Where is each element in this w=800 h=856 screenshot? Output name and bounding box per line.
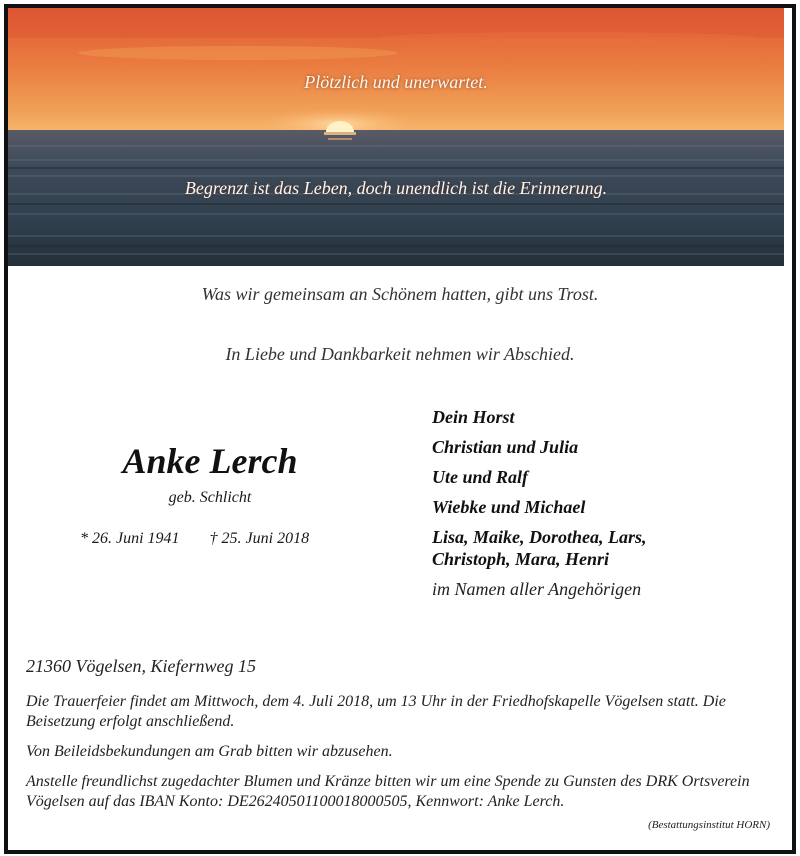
mourner-item: Ute und Ralf [432, 467, 529, 487]
sunset-photo [8, 8, 784, 266]
mourner-item: Wiebke und Michael [432, 497, 586, 517]
undertaker-credit: (Bestattungsinstitut HORN) [648, 819, 770, 831]
deceased-name: Anke Lerch [122, 441, 298, 481]
condolence-note: Von Beileidsbekundungen am Grab bitten wir abzusehen. [26, 743, 393, 760]
header-line-1: Plötzlich und unerwartet. [304, 72, 488, 92]
donation-info: Anstelle freundlichst zugedachter Blumen und Kränze bitten wir um eine Spende zu Gunsten des DRK Ortsverein Vögelsen auf das IBAN Konto: DE26240501100018000505, Kennwort: Anke Lerch. [26, 773, 750, 810]
header-line-2: Begrenzt ist das Leben, doch unendlich ist die Erinnerung. [184, 178, 608, 198]
mourners-signoff: im Namen aller Angehörigen [432, 579, 642, 599]
mourner-item: Christian und Julia [432, 437, 579, 457]
address: 21360 Vögelsen, Kiefernweg 15 [26, 656, 256, 676]
sunset-image [8, 8, 784, 266]
verse-line-1: Was wir gemeinsam an Schönem hatten, gibt uns Trost. [201, 284, 599, 304]
birth-date: * 26. Juni 1941 [80, 530, 180, 547]
death-date: † 25. Juni 2018 [209, 530, 310, 547]
funeral-info: Die Trauerfeier findet am Mittwoch, dem 4. Juli 2018, um 13 Uhr in der Friedhofskapelle Vögelsen statt. Die Beisetzung erfolgt anschließend. [26, 693, 726, 730]
mourner-item: Lisa, Maike, Dorothea, Lars, Christoph, Mara, Henri [432, 527, 647, 569]
mourners-list [432, 406, 772, 600]
mourner-item: Dein Horst [432, 407, 515, 427]
life-dates [80, 530, 360, 548]
maiden-name: geb. Schlicht [168, 489, 252, 506]
verse-line-2: In Liebe und Dankbarkeit nehmen wir Abschied. [225, 344, 575, 364]
